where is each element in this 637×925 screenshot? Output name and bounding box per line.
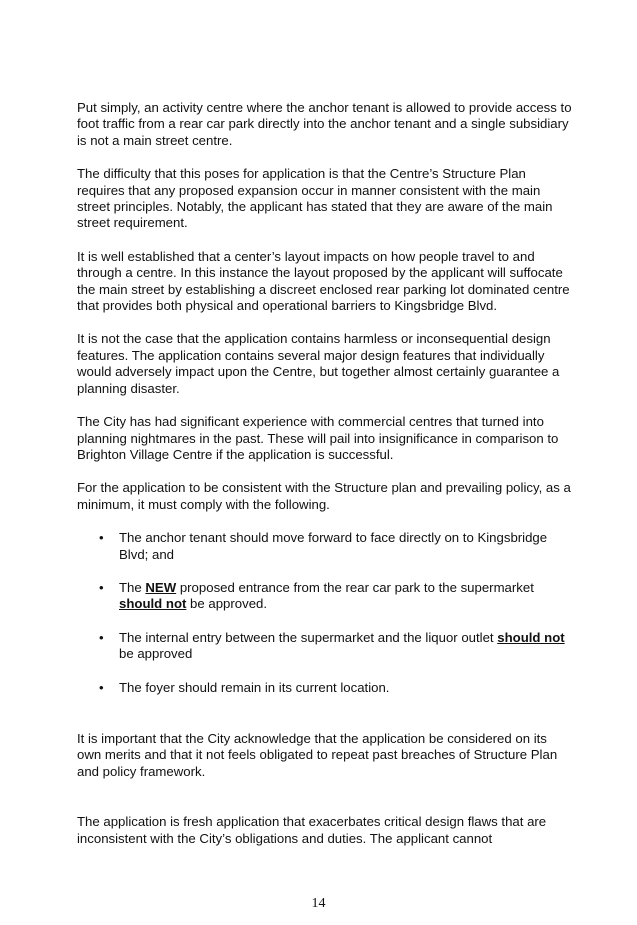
list-item-text-start: The bbox=[119, 579, 146, 595]
list-item-text-end: be approved. bbox=[186, 596, 268, 612]
bullet-marker: • bbox=[99, 579, 104, 595]
paragraph-city-experience: The City has had significant experience with commercial centres that turned into planning nightmares in the past. These will pail into insignificance in comparison to Brighton Village Centre if the application is successful. bbox=[77, 414, 559, 462]
list-item-text-middle: proposed entrance from the rear car park to the supermarket bbox=[176, 579, 534, 595]
emphasis-should-not: should not bbox=[119, 596, 187, 612]
bullet-marker: • bbox=[99, 530, 104, 546]
list-item-text-end: be approved bbox=[119, 646, 193, 662]
list-item bbox=[77, 630, 572, 663]
bullet-marker: • bbox=[99, 629, 104, 645]
paragraph-structure-plan-difficulty: The difficulty that this poses for application is that the Centre’s Structure Plan requires that any proposed expansion occur in manner consistent with the main street principles. Notably, the applicant has stated that they are aware of the main street requirement. bbox=[77, 166, 553, 231]
paragraph-spacer bbox=[77, 797, 572, 814]
list-item bbox=[77, 680, 572, 696]
paragraph-fresh-application: The application is fresh application that exacerbates critical design flaws that are inconsistent with the City’s obligations and duties. The applicant cannot bbox=[77, 814, 547, 846]
emphasis-new: NEW bbox=[145, 579, 177, 595]
emphasis-should-not: should not bbox=[497, 629, 565, 645]
list-item bbox=[77, 580, 572, 613]
paragraph-main-street-definition: Put simply, an activity centre where the anchor tenant is allowed to provide access to foot traffic from a rear car park directly into the anchor tenant and a single subsidiary is not a main street centre. bbox=[77, 100, 572, 148]
paragraph-design-features: It is not the case that the application contains harmless or inconsequential design features. The application contains several major design features that individually would adversely impact upon the Centre, but together almost certainly guarantee a planning disaster. bbox=[77, 331, 560, 396]
paragraph-own-merits: It is important that the City acknowledge that the application be considered on its own merits and that it not feels obligated to repeat past breaches of Structure Plan and policy framework. bbox=[77, 730, 558, 779]
list-item bbox=[77, 530, 572, 563]
list-item-text-start: The internal entry between the supermarket and the liquor outlet bbox=[119, 629, 498, 645]
paragraph-compliance-intro: For the application to be consistent with the Structure plan and prevailing policy, as a minimum, it must comply with the following. bbox=[77, 480, 571, 512]
paragraph-layout-impact: It is well established that a center’s layout impacts on how people travel to and through a centre. In this instance the layout proposed by the applicant will suffocate the main street by establishing a discreet enclosed rear parking lot dominated centre that provides both physical and operational barriers to Kingsbridge Blvd. bbox=[77, 248, 570, 314]
document-body bbox=[77, 100, 572, 864]
list-item-text: The foyer should remain in its current location. bbox=[119, 679, 390, 695]
page-number: 14 bbox=[311, 896, 326, 911]
bullet-marker: • bbox=[99, 679, 104, 695]
requirements-list bbox=[77, 530, 572, 696]
list-item-text: The anchor tenant should move forward to face directly on to Kingsbridge Blvd; and bbox=[119, 530, 548, 562]
